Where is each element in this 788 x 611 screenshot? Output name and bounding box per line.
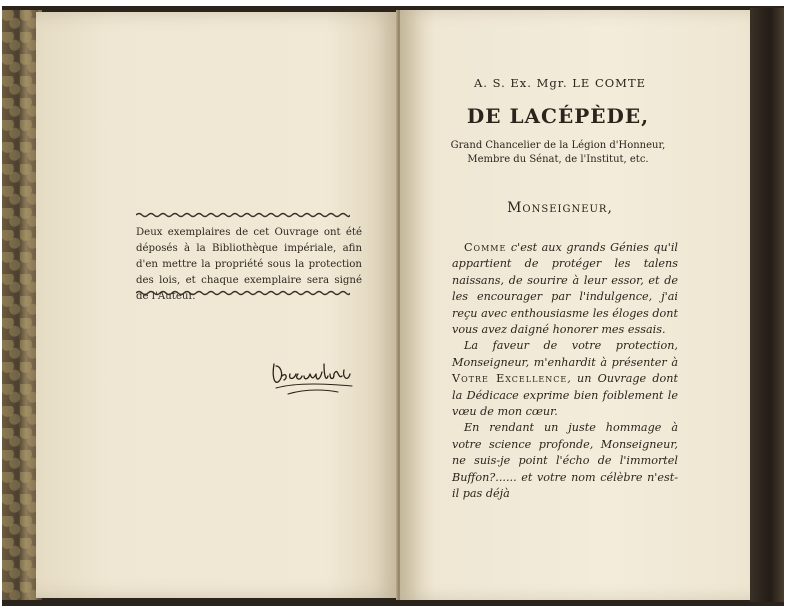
dedication-body: [452, 240, 678, 503]
legal-deposit-notice: Deux exemplaires de cet Ouvrage ont été déposés à la Bibliothèque impériale, afin d'en mettre la propriété sous la protection des lois, et chaque exemplaire sera signé de l'Auteur.: [136, 227, 362, 302]
left-page: [36, 12, 398, 598]
paragraph-1: [452, 240, 678, 338]
right-cover-edge: [750, 8, 784, 602]
paragraph-1-initial-word: Comme: [464, 241, 507, 254]
paragraph-1-text: c'est aux grands Génies qu'il appartient de protéger les talens naissans, de sourire à leur essor, et de les encourager par l'indulgence, j'ai reçu avec enthousiasme les éloges dont vous avez daigné honorer mes essais.: [452, 241, 678, 337]
ornamental-rule-bottom: [136, 290, 350, 296]
ornamental-rule-top: [136, 212, 350, 218]
dedicatee-title-line1: Grand Chancelier de la Légion d'Honneur,: [450, 140, 666, 151]
dedicatee-title-line2: Membre du Sénat, de l'Institut, etc.: [467, 154, 649, 165]
paragraph-2-excellence: Votre Excellence: [452, 372, 568, 386]
author-signature: [268, 356, 358, 400]
dedicatee-name: DE LACÉPÈDE,: [466, 104, 650, 128]
dedication-heading: A. S. Ex. Mgr. LE COMTE: [473, 76, 647, 90]
salutation: Monseigneur,: [507, 200, 613, 216]
paragraph-2: [452, 338, 678, 420]
paragraph-2-text-b: , un Ouvrage dont la Dédicace exprime bien foiblement le vœu de mon cœur.: [452, 372, 678, 419]
paragraph-2-text-a: La faveur de votre protection, Monseigneur, m'enhardit à présenter à: [452, 339, 678, 369]
paragraph-3: En rendant un juste hommage à votre science profonde, Monseigneur, ne suis-je point l'écho de l'immortel Buffon?...... et votre nom célèbre n'est-il pas déjà: [452, 421, 678, 501]
